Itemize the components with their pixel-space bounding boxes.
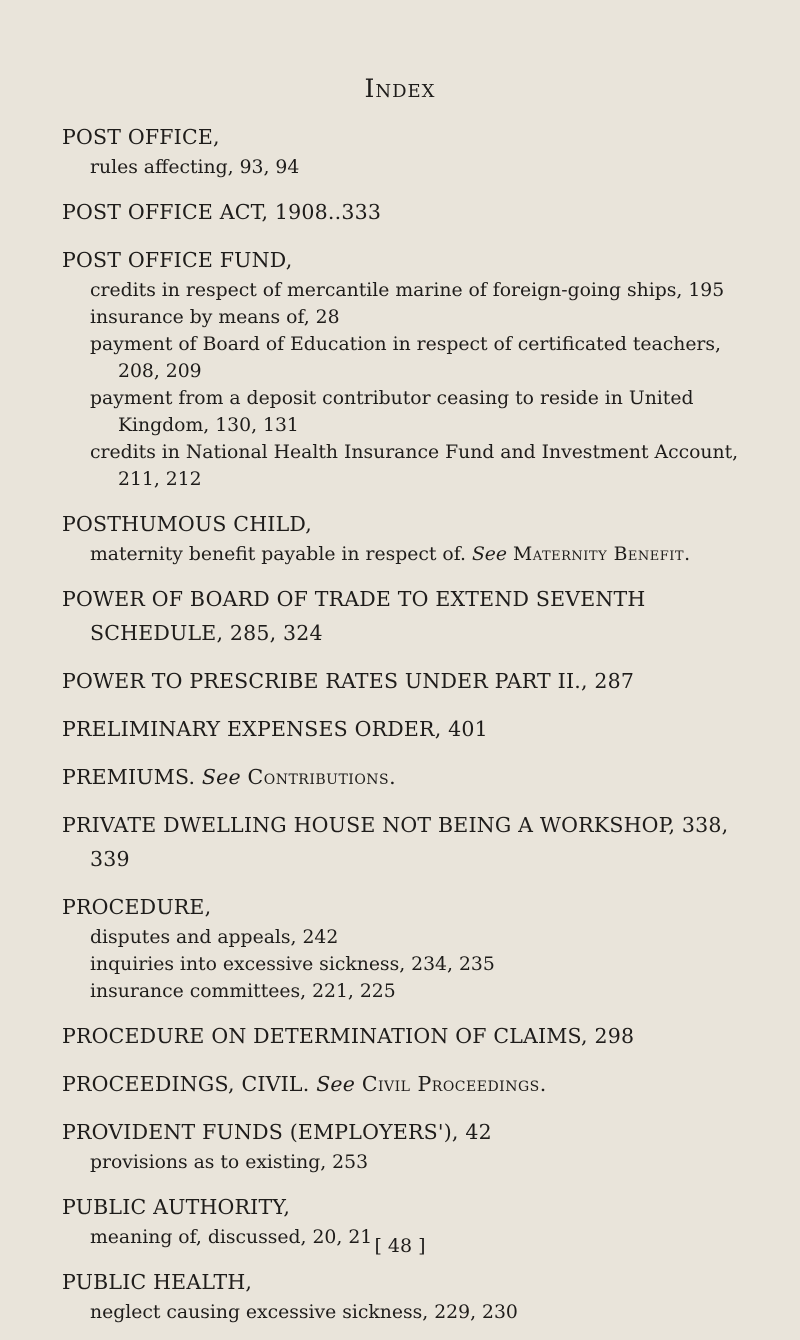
index-entry (62, 195, 762, 229)
entry-subentry: meaning of, discussed, 20, 21 (90, 1227, 373, 1248)
index-entry (62, 582, 762, 650)
see-label: See (316, 1072, 356, 1096)
index-entry (62, 1019, 762, 1053)
entry-heading: PUBLIC HEALTH, (62, 1270, 253, 1294)
entry-heading: POWER TO PRESCRIBE RATES UNDER PART II., 287 (62, 669, 635, 693)
entry-heading: PROVIDENT FUNDS (EMPLOYERS'), 42 (62, 1120, 492, 1144)
entry-subentry: payment from a deposit contributor ceasing to reside in United Kingdom, 130, 131 (90, 388, 694, 436)
index-entry (62, 1115, 762, 1176)
entry-heading: PRIVATE DWELLING HOUSE NOT BEING A WORKSHOP, 338, 339 (62, 813, 729, 871)
see-label: See (471, 544, 508, 565)
entry-subentry: insurance committees, 221, 225 (90, 981, 396, 1002)
entry-subentry: credits in National Health Insurance Fund and Investment Account, 211, 212 (90, 442, 739, 490)
entry-subentry: payment of Board of Education in respect of certificated teachers, 208, 209 (90, 334, 722, 382)
entry-subentry: credits in respect of mercantile marine of foreign-going ships, 195 (90, 280, 725, 301)
index-entry (62, 1265, 762, 1326)
cross-reference: Maternity Benefit. (513, 544, 691, 565)
entry-heading: POWER OF BOARD OF TRADE TO EXTEND SEVENTH SCHEDULE, 285, 324 (62, 587, 646, 645)
running-head: Index (364, 74, 436, 103)
entry-subentry: inquiries into excessive sickness, 234, 235 (90, 954, 495, 975)
entry-subentry: disputes and appeals, 242 (90, 927, 339, 948)
entry-heading-line (62, 1067, 762, 1101)
entry-subentry: insurance by means of, 28 (90, 307, 340, 328)
entry-heading: PROCEDURE, (62, 895, 212, 919)
cross-reference: Civil Proceedings. (361, 1072, 547, 1096)
entry-heading: POST OFFICE FUND, (62, 248, 293, 272)
entry-heading-line (62, 760, 762, 794)
see-label: See (201, 765, 241, 789)
entry-heading: PREMIUMS. (62, 765, 196, 789)
index-entries (62, 120, 762, 1340)
index-entry (62, 808, 762, 876)
entry-heading: PUBLIC AUTHORITY, (62, 1195, 291, 1219)
entry-heading: POSTHUMOUS CHILD, (62, 512, 313, 536)
entry-heading: POST OFFICE ACT, 1908..333 (62, 200, 382, 224)
index-entry (62, 120, 762, 181)
entry-subentry (62, 541, 762, 568)
index-entry (62, 712, 762, 746)
index-entry (62, 243, 762, 493)
subentry-text: maternity benefit payable in respect of. (90, 544, 466, 565)
index-entry (62, 890, 762, 1005)
entry-subentry: rules affecting, 93, 94 (90, 157, 300, 178)
index-entry (62, 507, 762, 568)
index-entry (62, 760, 762, 794)
entry-heading: PROCEDURE ON DETERMINATION OF CLAIMS, 298 (62, 1024, 635, 1048)
cross-reference: Contributions. (247, 765, 397, 789)
entry-subentry: neglect causing excessive sickness, 229, 230 (90, 1302, 518, 1323)
index-entry (62, 664, 762, 698)
entry-subentry: provisions as to existing, 253 (90, 1152, 369, 1173)
entry-heading: PROCEEDINGS, CIVIL. (62, 1072, 310, 1096)
entry-heading: PRELIMINARY EXPENSES ORDER, 401 (62, 717, 488, 741)
entry-heading: POST OFFICE, (62, 125, 220, 149)
page-number: [ 48 ] (374, 1235, 426, 1257)
index-entry (62, 1067, 762, 1101)
